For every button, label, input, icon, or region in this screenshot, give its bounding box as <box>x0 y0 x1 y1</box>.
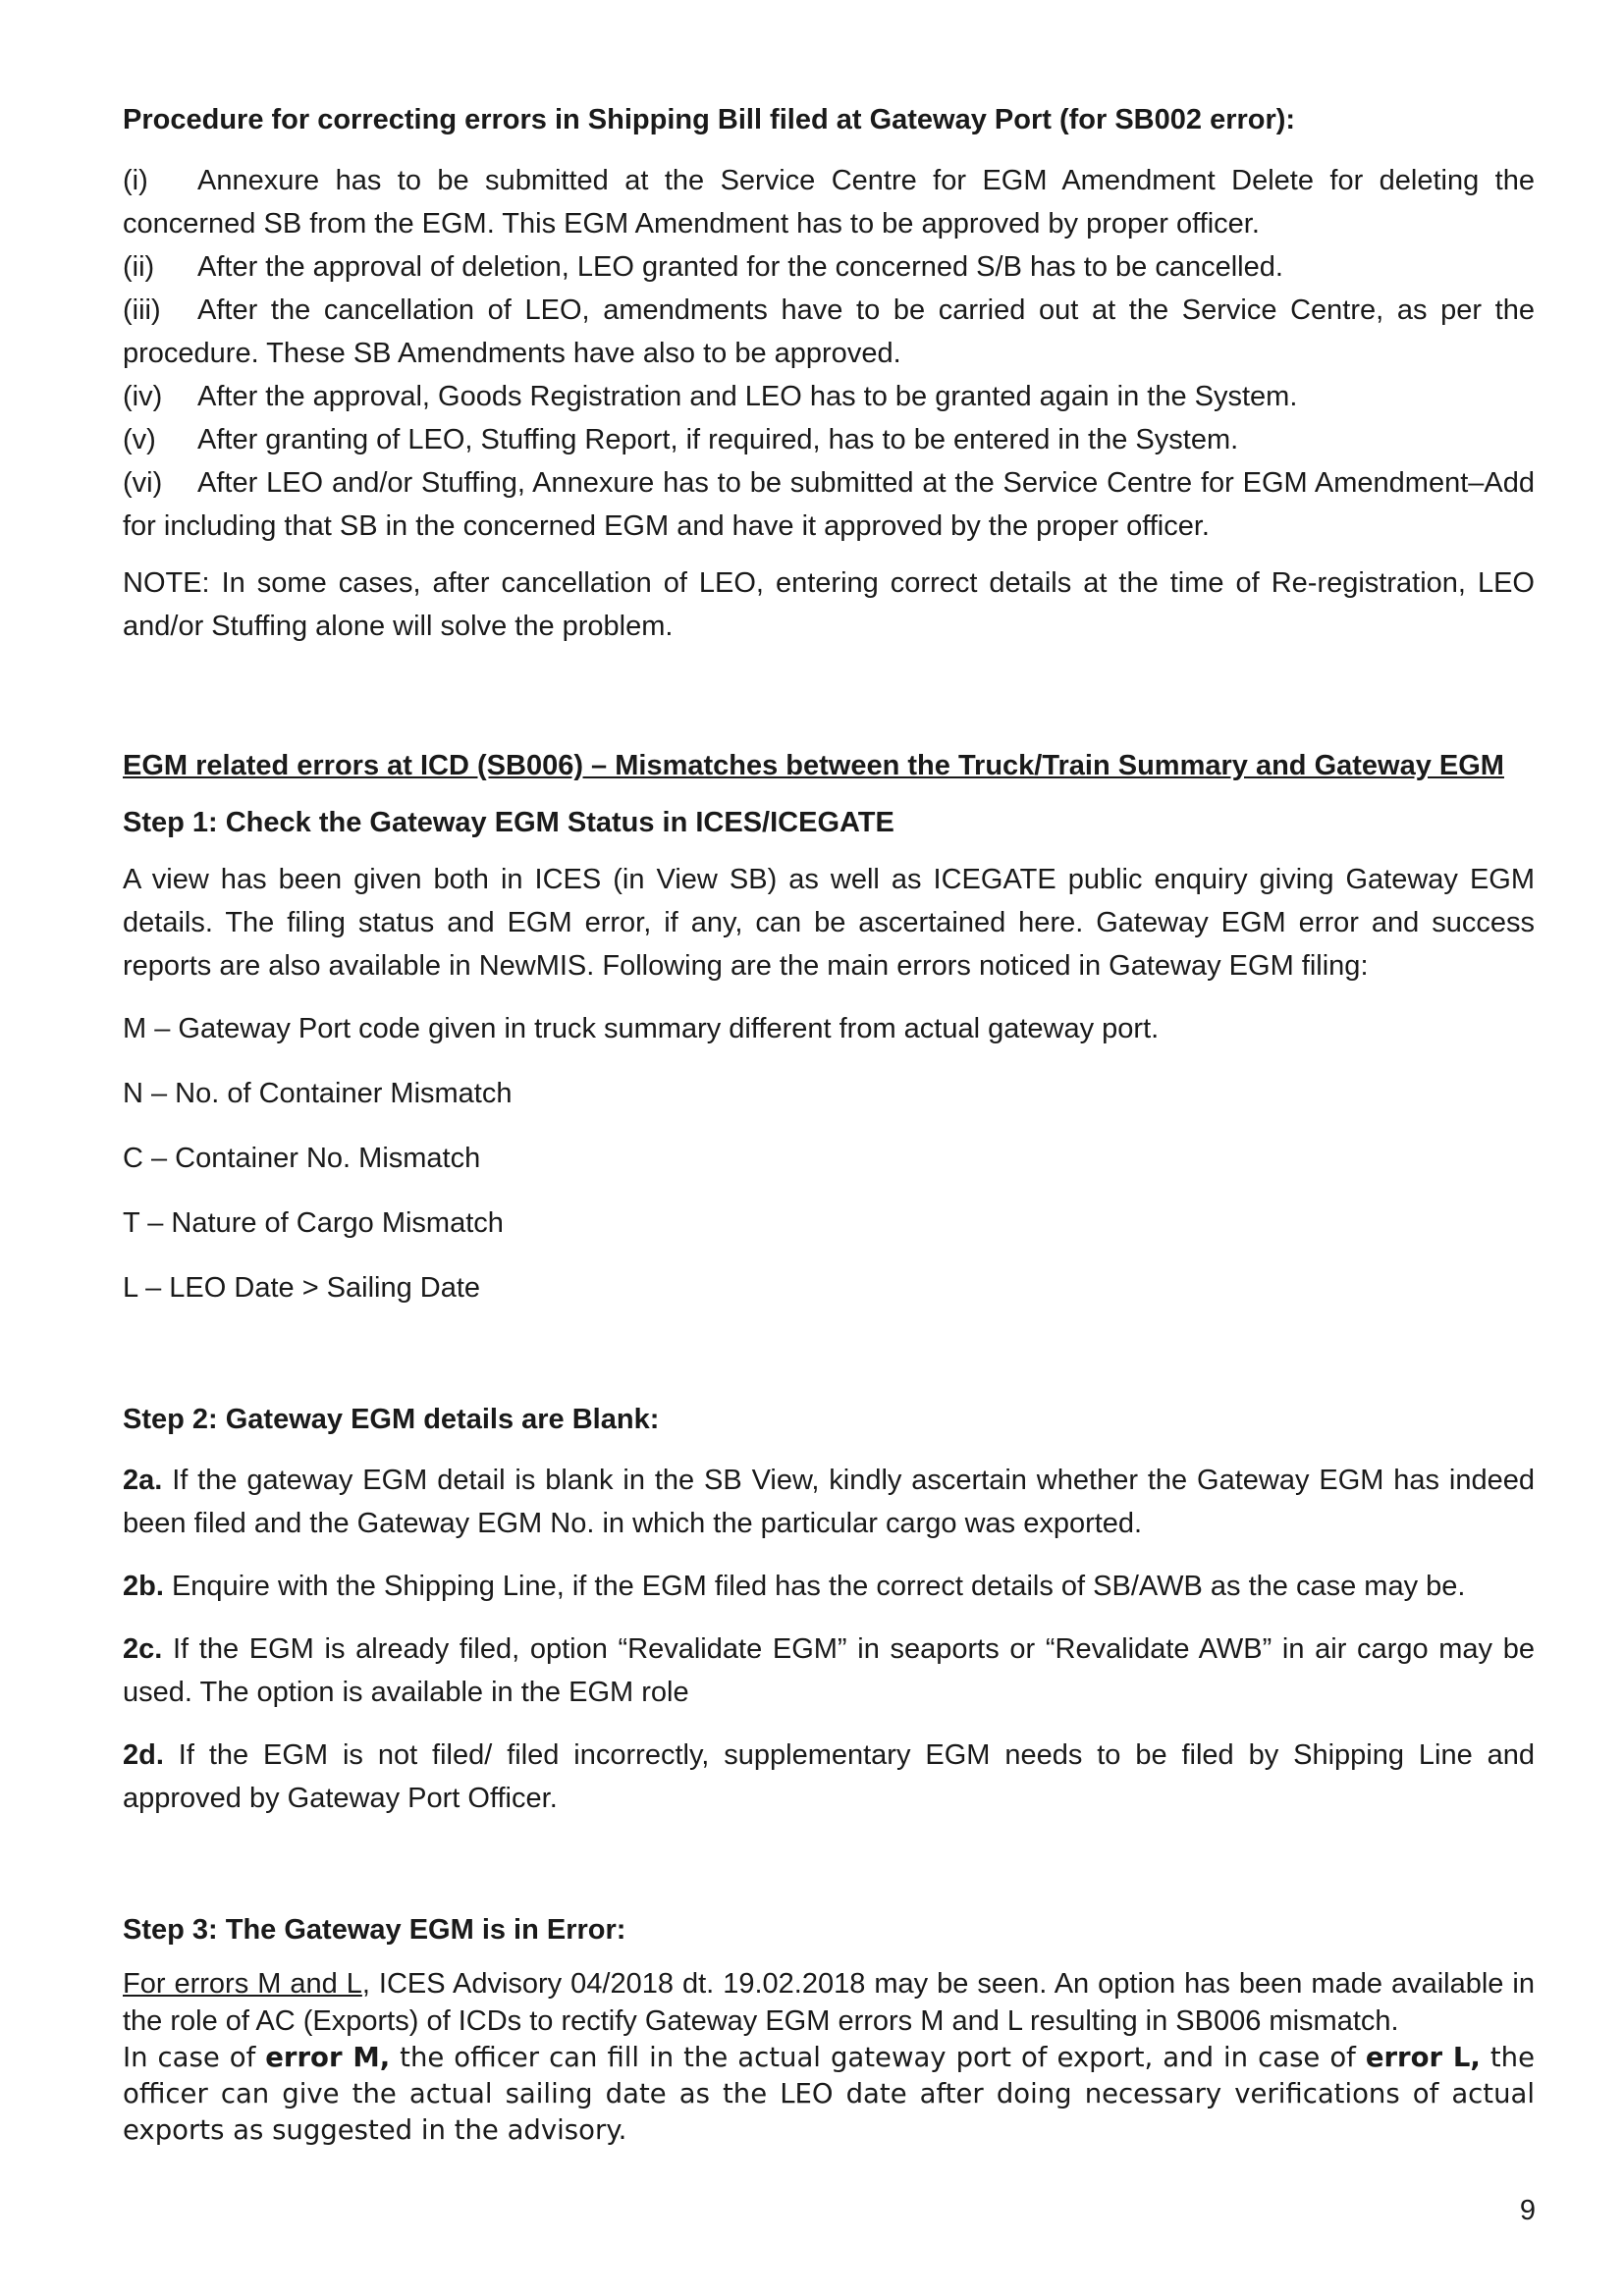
list-item: (iii) After the cancellation of LEO, amendments have to be carried out at the Service Centre, as per the procedure. These SB Amendments have also to be approved. <box>123 294 1535 369</box>
list-item: (vi) After LEO and/or Stuffing, Annexure has to be submitted at the Service Centre for EGM Amendment–Add for including that SB in the concerned EGM and have it approved by the proper officer. <box>123 467 1535 542</box>
error-code-item: N – No. of Container Mismatch <box>123 1078 513 1109</box>
step1-heading: Step 1: Check the Gateway EGM Status in ICES/ICEGATE <box>123 807 894 838</box>
list-item: (iv) After the approval, Goods Registration and LEO has to be granted again in the System. <box>123 381 1298 412</box>
section-heading-sb002: Procedure for correcting errors in Shipping Bill filed at Gateway Port (for SB002 error): <box>123 104 1296 135</box>
step3-verdana-paragraph: In case of error M, the officer can fill in the actual gateway port of export, and in case of error L, the officer can give the actual sailing date as the LEO date after doing necessary verifications of actual exports as suggested in the advisory. <box>123 2042 1536 2146</box>
note-paragraph: NOTE: In some cases, after cancellation of LEO, entering correct details at the time of Re-registration, LEO and/or Stuffing alone will solve the problem. <box>123 567 1535 642</box>
error-code-item: C – Container No. Mismatch <box>123 1143 481 1174</box>
error-codes-list <box>123 1007 1535 1309</box>
error-code-item: M – Gateway Port code given in truck summary different from actual gateway port. <box>123 1013 1160 1044</box>
step2d-paragraph: 2d. If the EGM is not filed/ filed incorrectly, supplementary EGM needs to be filed by Shipping Line and approved by Gateway Port Officer. <box>123 1739 1535 1814</box>
step2a-paragraph: 2a. If the gateway EGM detail is blank in the SB View, kindly ascertain whether the Gateway EGM has indeed been filed and the Gateway EGM No. in which the particular cargo was exported. <box>123 1465 1535 1539</box>
procedure-list <box>123 159 1535 548</box>
page-number: 9 <box>1519 2195 1536 2226</box>
error-code-item: T – Nature of Cargo Mismatch <box>123 1207 504 1239</box>
step3-heading: Step 3: The Gateway EGM is in Error: <box>123 1914 626 1946</box>
section-heading-sb006: EGM related errors at ICD (SB006) – Mismatches between the Truck/Train Summary and Gateway EGM <box>123 750 1504 781</box>
step1-paragraph: A view has been given both in ICES (in View SB) as well as ICEGATE public enquiry giving Gateway EGM details. The filing status and EGM error, if any, can be ascertained here. Gateway EGM error and success reports are also available in NewMIS. Following are the main errors noticed in Gateway EGM filing: <box>123 864 1535 982</box>
list-item: (i) Annexure has to be submitted at the Service Centre for EGM Amendment Delete for deleting the concerned SB from the EGM. This EGM Amendment has to be approved by proper officer. <box>123 165 1535 240</box>
document-page <box>123 98 1535 2149</box>
step2c-paragraph: 2c. If the EGM is already filed, option “Revalidate EGM” in seaports or “Revalidate AWB” in air cargo may be used. The option is available in the EGM role <box>123 1633 1535 1708</box>
list-item: (ii) After the approval of deletion, LEO granted for the concerned S/B has to be cancelled. <box>123 251 1283 283</box>
list-item: (v) After granting of LEO, Stuffing Report, if required, has to be entered in the System. <box>123 424 1239 455</box>
error-code-item: L – LEO Date > Sailing Date <box>123 1272 481 1304</box>
step2-heading: Step 2: Gateway EGM details are Blank: <box>123 1404 660 1435</box>
step3-paragraph: For errors M and L, ICES Advisory 04/2018 dt. 19.02.2018 may be seen. An option has been made available in the role of AC (Exports) of ICDs to rectify Gateway EGM errors M and L resulting in SB006 mismatch. <box>123 1968 1535 2037</box>
step2b-paragraph: 2b. Enquire with the Shipping Line, if the EGM filed has the correct details of SB/AWB as the case may be. <box>123 1571 1466 1602</box>
